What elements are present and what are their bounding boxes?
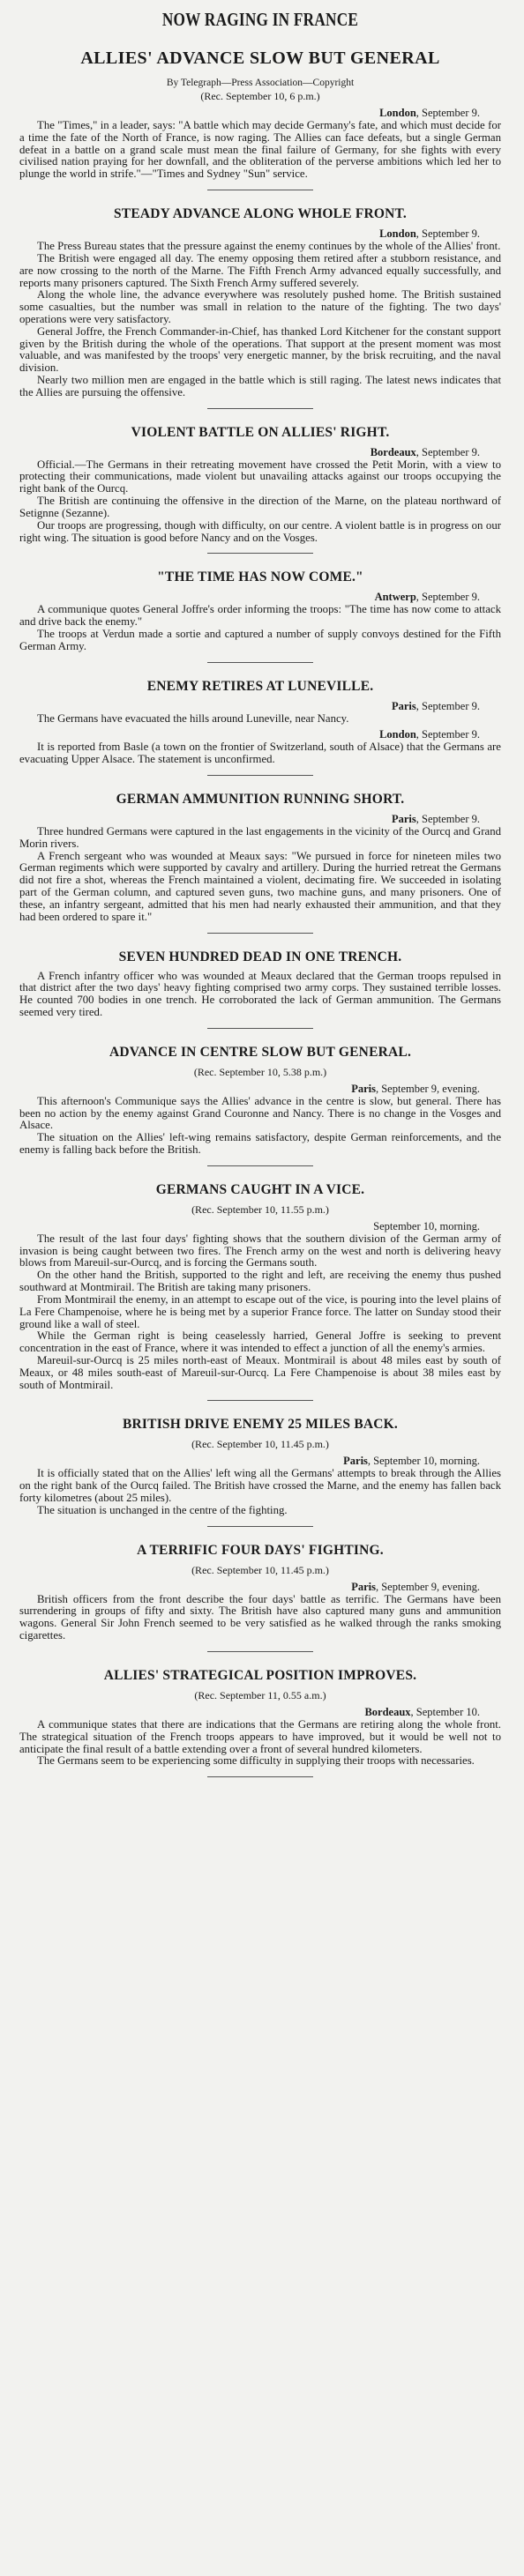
dateline-date: September 9. [422, 728, 480, 741]
article [19, 1417, 501, 1526]
article-paragraph: Three hundred Germans were captured in the last engagements in the vicinity of the Ourcq and Grand Morin rivers. [19, 825, 501, 850]
article-paragraph: The situation is unchanged in the centre of the fighting. [37, 1503, 288, 1516]
article-paragraph: The Press Bureau states that the pressure against the enemy continues by the whole of the Allies' front. [37, 240, 501, 253]
dateline-place: Paris [351, 1082, 376, 1095]
dateline-place: London [379, 728, 416, 741]
dateline-place: Paris [351, 1580, 376, 1593]
article [19, 1182, 501, 1402]
place-date-line: Paris, September 9, evening. [351, 1580, 480, 1593]
article-paragraph: The result of the last four days' fighting shows that the southern division of the German army of invasion is being caught between two fires. The French army on the west and north is delivering heavy blows from Mareuil-sur-Ourcq, and is forcing the Germans south. [19, 1232, 501, 1269]
place-date-line: Paris, September 10, morning. [343, 1455, 480, 1468]
article-headline: ALLIES' STRATEGICAL POSITION IMPROVES. [103, 1667, 417, 1683]
article-headline: SEVEN HUNDRED DEAD IN ONE TRENCH. [118, 949, 402, 964]
article-headline: ADVANCE IN CENTRE SLOW BUT GENERAL. [109, 1044, 412, 1060]
main-headline: ALLIES' ADVANCE SLOW BUT GENERAL [80, 48, 440, 68]
article-paragraph: A French infantry officer who was wounded at Meaux declared that the German troops repulsed in that district after the two days' heavy fighting comprised two army corps. They sustained terrible losses. He counted 700 bodies in one trench. He corroborated the lack of German ammunition. The Germans seemed very tired. [19, 969, 501, 1018]
article [19, 679, 501, 776]
dateline-date: September 9. [422, 107, 480, 119]
article [19, 792, 501, 934]
dateline-place: Paris [343, 1455, 368, 1468]
article [19, 949, 501, 1029]
article-headline: BRITISH DRIVE ENEMY 25 MILES BACK. [123, 1417, 398, 1433]
article-paragraph: It is reported from Basle (a town on the frontier of Switzerland, south of Alsace) that the Germans are evacuating Upper Alsace. The statement is unconfirmed. [19, 741, 501, 766]
section-divider [207, 933, 313, 934]
place-date-line: Paris, September 9, evening. [351, 1082, 480, 1095]
section-divider [207, 1165, 313, 1166]
article-paragraph: From Montmirail the enemy, in an attempt to escape out of the vice, is pouring into the level plains of La Fere Champenoise, where he is being met by a superior France force. The latter on Sunday stood their ground like a wall of steel. [19, 1292, 501, 1330]
article-paragraph: The troops at Verdun made a sortie and captured a number of supply convoys destined for the Fifth German Army. [19, 627, 501, 652]
article-paragraph: A French sergeant who was wounded at Meaux says: "We pursued in force for nineteen miles two German regiments which were supported by cavalry and artillery. During the hurried retreat the Germans did not fire a shot, whereas the French maintained a violent, decimating fire. We succeeded in isolating part of the German column, and captured seven guns, two machine guns, and many prisoners. One of these, an infantry sergeant, admitted that his men had nearly exhausted their ammunition, and that they had been ordered to spare it." [19, 849, 501, 923]
dateline-place: Paris [392, 813, 416, 825]
article-paragraph: A communique states that there are indications that the Germans are retiring along the whole front. The strategical situation of the French troops appears to have improved, but it would be well not to anticipate the final result of a battle extending over a front of several hundred kilometers. [19, 1717, 501, 1755]
place-date-line: London, September 9. [379, 227, 480, 241]
article-paragraph: Along the whole line, the advance everywhere was resolutely pushed home. The British sustained some casualties, but the number was small in relation to the nature of the fighting. The two days' operations were very satisfactory. [19, 288, 501, 325]
place-date-line: London, September 9. [379, 728, 480, 741]
place-date-line [19, 1220, 480, 1233]
received-dateline: (Rec. September 10, 5.38 p.m.) [193, 1065, 327, 1078]
dateline-date: September 9. [422, 227, 480, 241]
place-date-line: Paris, September 9. [392, 813, 480, 825]
article-paragraph: Our troops are progressing, though with difficulty, on our centre. A violent battle is in progress on our right wing. The situation is good before Nancy and on the Vosges. [19, 518, 501, 544]
article-headline: GERMANS CAUGHT IN A VICE. [155, 1181, 365, 1197]
place-date-line: Paris, September 9. [392, 699, 480, 712]
dateline-date: September 10, morning. [373, 1219, 480, 1232]
section-divider [207, 775, 313, 776]
article [19, 1045, 501, 1166]
received-dateline: (Rec. September 10, 11.55 p.m.) [191, 1202, 329, 1216]
received-dateline: (Rec. September 10, 11.45 p.m.) [191, 1563, 329, 1576]
article-paragraph: The Germans seem to be experiencing some difficulty in supplying their troops with necessaries. [37, 1754, 475, 1768]
section-divider [207, 1028, 313, 1029]
section-divider [207, 662, 313, 663]
article-paragraph: General Joffre, the French Commander-in-Chief, has thanked Lord Kitchener for the constant support given by the British during the whole of the operations. That support at the present moment was most valuable, and was manifested by the troops' very energetic manner, by the brisk recruiting, and the naval division. [19, 324, 501, 375]
article-paragraph: Nearly two million men are engaged in the battle which is still raging. The latest news indicates that the Allies are pursuing the offensive. [19, 374, 501, 398]
article [19, 78, 501, 190]
section-divider [207, 553, 313, 554]
masthead: NOW RAGING IN FRANCE [161, 9, 359, 30]
article-paragraph: The British were engaged all day. The enemy opposing them retired after a stubborn resistance, and are now crossing to the north of the Marne. The Fifth French Army advanced equally successfully, and reports many prisoners captured. The Sixth French Army suffered severely. [19, 251, 501, 289]
article-paragraph: On the other hand the British, supported to the right and left, are receiving the enemy thus pushed southward at Montmirail. The British are taking many prisoners. [19, 1269, 501, 1294]
dateline-place: London [379, 107, 416, 119]
section-divider [207, 1776, 313, 1777]
dateline-date: September 9, evening. [381, 1580, 480, 1593]
dateline-date: September 9, evening. [381, 1082, 480, 1095]
article-paragraph: The British are continuing the offensive in the direction of the Marne, on the plateau northward of Setignne (Sezanne). [19, 495, 501, 519]
article [19, 1668, 501, 1777]
place-date-line: Bordeaux, September 10. [364, 1705, 480, 1718]
dateline-place: Bordeaux [370, 445, 416, 458]
dateline-date: September 9. [422, 813, 480, 825]
article [19, 570, 501, 662]
article-paragraph: The "Times," in a leader, says: "A battle which may decide Germany's fate, and which must decide for a time the fate of the North of France, is now raging. The Allies can face defeats, but a single German defeat in a battle on a grand scale must mean the final failure of Germany, for she fights with every civilised nation praying for her downfall, and the obliteration of the perverse ambitions which led her to plunge the world in strife."—"Times and Sydney "Sun" service. [19, 119, 501, 181]
article-headline: "THE TIME HAS NOW COME." [157, 570, 363, 585]
article [19, 1543, 501, 1652]
dateline-date: September 10. [415, 1705, 480, 1718]
dateline-date: September 9. [422, 699, 480, 712]
received-dateline: (Rec. September 10, 11.45 p.m.) [191, 1438, 329, 1451]
article-paragraph: While the German right is being ceaselessly harried, General Joffre is seeking to prevent concentration in the east of France, where it was intended to effect a junction of all the enemy's armies. [19, 1329, 501, 1355]
article-headline: ENEMY RETIRES AT LUNEVILLE. [146, 678, 374, 694]
article-paragraph: Official.—The Germans in their retreating movement have crossed the Petit Morin, with a view to protecting their communications, made violent but unavailing attacks against our troops occupying the right bank of the Ourcq. [19, 458, 501, 495]
article-column [19, 78, 501, 1777]
article [19, 425, 501, 555]
dateline-date: September 9. [422, 591, 480, 604]
article-headline: GERMAN AMMUNITION RUNNING SHORT. [116, 792, 405, 807]
received-dateline: (Rec. September 10, 6 p.m.) [200, 90, 320, 102]
section-divider [207, 1526, 313, 1527]
article-paragraph: This afternoon's Communique says the Allies' advance in the centre is slow, but general. There has been no action by the enemy against Grand Couronne and Nancy. There is no change in the Vosges and Alsace. [19, 1094, 501, 1132]
article-paragraph: British officers from the front describe the four days' battle as terrific. The Germans have been surrendering in groups of fifty and sixty. The British have also captured many guns and ammunition wagons. General Sir John French seemed to be very satisfied as he walked through the ranks smoking cigarettes. [19, 1592, 501, 1642]
byline: By Telegraph—Press Association—Copyright [166, 78, 355, 88]
section-divider [207, 1651, 313, 1652]
section-divider [207, 1400, 313, 1401]
article-paragraph: The situation on the Allies' left-wing remains satisfactory, despite German reinforcements, and the enemy is falling back before the British. [19, 1131, 501, 1156]
article-paragraph: It is officially stated that on the Allies' left wing all the Germans' attempts to break through the Allies on the right bank of the Ourcq failed. The British have crossed the Marne, and the enemy has fallen back forty kilometres (about 25 miles). [19, 1467, 501, 1504]
article-paragraph: A communique quotes General Joffre's order informing the troops: "The time has now come to attack and drive back the enemy." [19, 603, 501, 629]
dateline-date: September 10, morning. [373, 1455, 480, 1468]
section-divider [207, 408, 313, 409]
article-paragraph: The Germans have evacuated the hills around Luneville, near Nancy. [37, 711, 349, 725]
dateline-date: September 9. [422, 445, 480, 458]
article [19, 206, 501, 409]
dateline-place: Bordeaux [364, 1705, 411, 1718]
article-paragraph: Mareuil-sur-Ourcq is 25 miles north-east of Meaux. Montmirail is about 48 miles east by south of Meaux, or 48 miles south-east of Mareuil-sur-Ourcq. La Fere Champenoise is about 38 miles east by south of Montmirail. [19, 1353, 501, 1391]
received-dateline: (Rec. September 11, 0.55 a.m.) [194, 1688, 326, 1701]
place-date-line: Antwerp, September 9. [374, 591, 480, 604]
place-date-line: London, September 9. [379, 107, 480, 119]
dateline-place: London [379, 227, 416, 241]
article-headline: STEADY ADVANCE ALONG WHOLE FRONT. [113, 206, 408, 222]
place-date-line: Bordeaux, September 9. [370, 445, 480, 458]
article-headline: A TERRIFIC FOUR DAYS' FIGHTING. [137, 1542, 384, 1558]
dateline-place: Paris [392, 699, 416, 712]
dateline-place: Antwerp [374, 591, 416, 604]
article-headline: VIOLENT BATTLE ON ALLIES' RIGHT. [131, 424, 390, 440]
